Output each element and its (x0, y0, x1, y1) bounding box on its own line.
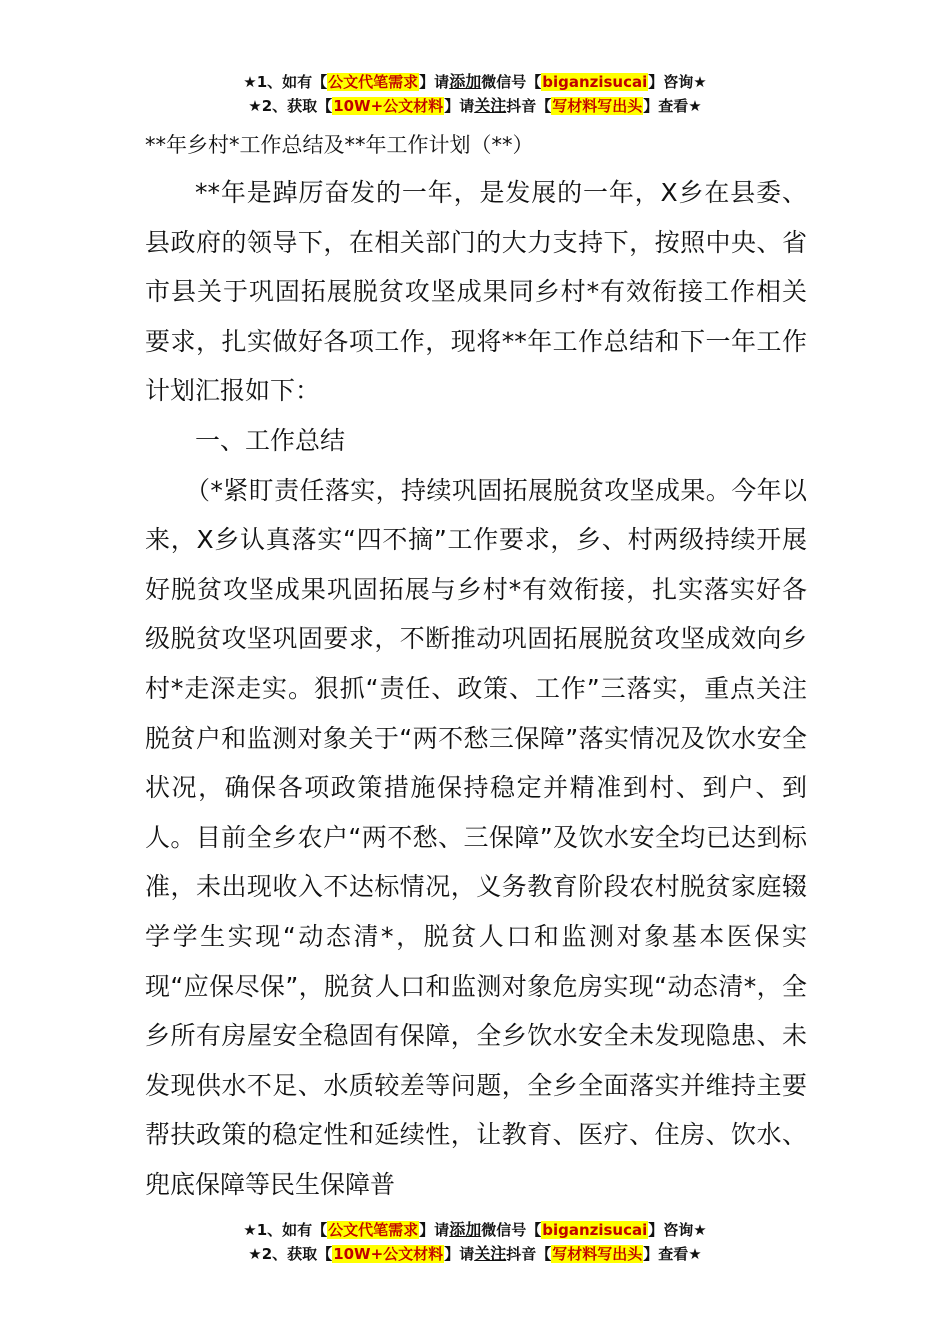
underlined-add: 添加 (449, 72, 482, 91)
highlight-service: 公文代笔需求 (328, 73, 419, 91)
promo-text: 】咨询★ (648, 73, 707, 91)
promo-text: 微信号【 (481, 1221, 542, 1239)
promo-text: 微信号【 (481, 73, 542, 91)
highlight-materials: 10W+公文材料 (333, 1245, 444, 1263)
highlight-douyin-id: 写材料写出头 (552, 1245, 643, 1263)
promo-text: 】请 (444, 1245, 475, 1263)
document-title: **年乡村*工作总结及**年工作计划（**） (145, 133, 534, 157)
promo-text: 】请 (419, 73, 450, 91)
bottom-promo-banner (0, 1218, 950, 1266)
promo-text: ★2、获取【 (248, 1245, 333, 1263)
top-promo-banner (0, 70, 950, 118)
section-heading: 一、工作总结 (195, 425, 346, 455)
underlined-follow: 关注 (474, 1244, 507, 1263)
highlight-wechat-id: biganzisucai (542, 73, 648, 91)
promo-text: 抖音【 (506, 1245, 552, 1263)
promo-text: 】请 (419, 1221, 450, 1239)
promo-text: 】查看★ (643, 1245, 702, 1263)
promo-line-2 (0, 94, 950, 118)
promo-text: 】查看★ (643, 97, 702, 115)
intro-paragraph: **年是踔厉奋发的一年，是发展的一年，X乡在县委、县政府的领导下，在相关部门的大力支持下，按照中央、省市县关于巩固拓展脱贫攻坚成果同乡村*有效衔接工作相关要求，扎实做好各项工作，现将**年工作总结和下一年工作计划汇报如下： (145, 178, 807, 406)
promo-text: ★1、如有【 (243, 1221, 328, 1239)
underlined-follow: 关注 (474, 96, 507, 115)
promo-text: 抖音【 (506, 97, 552, 115)
promo-line-2 (0, 1242, 950, 1266)
highlight-materials: 10W+公文材料 (333, 97, 444, 115)
promo-text: ★1、如有【 (243, 73, 328, 91)
body-paragraph: （*紧盯责任落实，持续巩固拓展脱贫攻坚成果。今年以来，X乡认真落实“四不摘”工作要求，乡、村两级持续开展好脱贫攻坚成果巩固拓展与乡村*有效衔接，扎实落实好各级脱贫攻坚巩固要求，不断推动巩固拓展脱贫攻坚成效向乡村*走深走实。狠抓“责任、政策、工作”三落实，重点关注脱贫户和监测对象关于“两不愁三保障”落实情况及饮水安全状况，确保各项政策措施保持稳定并精准到村、到户、到人。目前全乡农户“两不愁、三保障”及饮水安全均已达到标准，未出现收入不达标情况，义务教育阶段农村脱贫家庭辍学学生实现“动态清*，脱贫人口和监测对象基本医保实现“应保尽保”，脱贫人口和监测对象危房实现“动态清*，全乡所有房屋安全稳固有保障，全乡饮水安全未发现隐患、未发现供水不足、水质较差等问题，全乡全面落实并维持主要帮扶政策的稳定性和延续性，让教育、医疗、住房、饮水、兜底保障等民生保障普 (145, 475, 807, 1199)
underlined-add: 添加 (449, 1220, 482, 1239)
promo-text: ★2、获取【 (248, 97, 333, 115)
promo-text: 】请 (444, 97, 475, 115)
highlight-douyin-id: 写材料写出头 (552, 97, 643, 115)
highlight-wechat-id: biganzisucai (542, 1221, 648, 1239)
document-body (145, 128, 807, 1209)
promo-line-1 (0, 1218, 950, 1242)
highlight-service: 公文代笔需求 (328, 1221, 419, 1239)
promo-text: 】咨询★ (648, 1221, 707, 1239)
promo-line-1 (0, 70, 950, 94)
